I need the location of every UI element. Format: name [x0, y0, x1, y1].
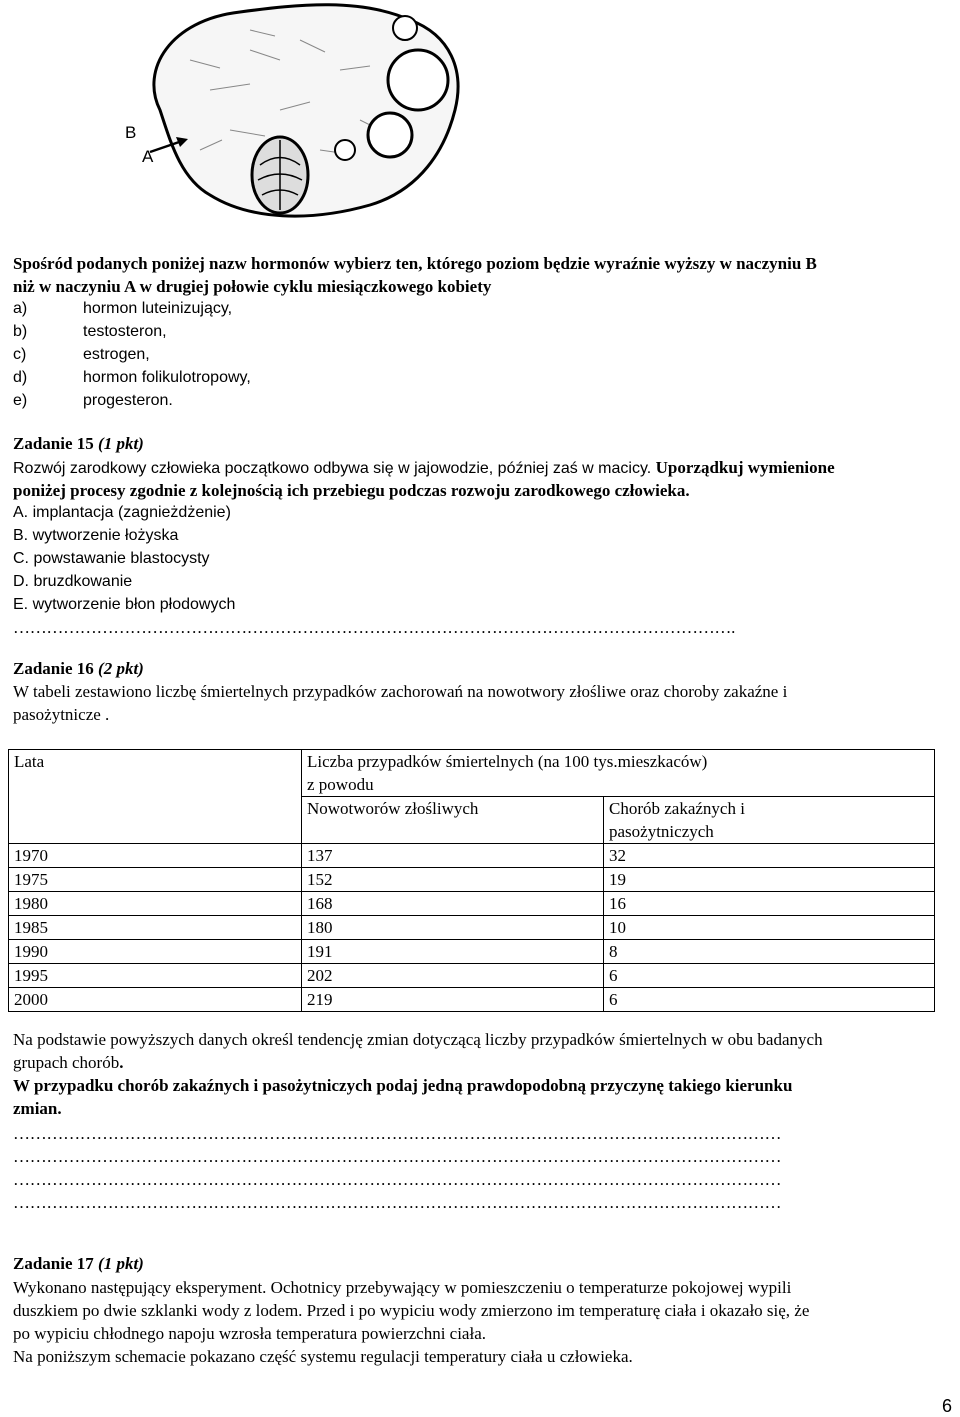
header-infectious: Chorób zakaźnych i pasożytniczych — [604, 797, 935, 844]
table-header-row — [9, 750, 935, 797]
q14-option-c: c) estrogen, — [13, 346, 150, 363]
zadanie17-line2: duszkiem po dwie szklanki wody z lodem. Przed i po wypiciu wody zmierzono im temperaturę ciała i okazało się, że — [13, 1301, 810, 1320]
table-row — [9, 940, 935, 964]
table-row — [9, 868, 935, 892]
zadanie16-intro1: W tabeli zestawiono liczbę śmiertelnych przypadków zachorowań na nowotwory złośliwe oraz choroby zakaźne i — [13, 682, 788, 701]
cell-cancer: 152 — [302, 868, 604, 892]
cell-cancer: 191 — [302, 940, 604, 964]
zadanie16-answer-line-3[interactable]: ………………………………………………………………………………………………………………………… — [13, 1170, 782, 1189]
zadanie17-line1: Wykonano następujący eksperyment. Ochotnicy przebywający w pomieszczeniu o temperaturze pokojowej wypili — [13, 1278, 792, 1297]
zadanie16-intro2: pasożytnicze . — [13, 705, 110, 724]
table-row — [9, 988, 935, 1012]
cell-infectious: 19 — [604, 868, 935, 892]
zadanie16-task1-line2: grupach chorób. — [13, 1053, 124, 1072]
zadanie16-title: Zadanie 16 (2 pkt) — [13, 659, 144, 678]
zadanie17-line4: Na poniższym schemacie pokazano część systemu regulacji temperatury ciała u człowieka. — [13, 1347, 633, 1366]
cell-year: 1990 — [9, 940, 302, 964]
label-a: A — [142, 147, 154, 166]
zadanie16-answer-line-4[interactable]: ………………………………………………………………………………………………………………………… — [13, 1193, 782, 1212]
q14-line2: niż w naczyniu A w drugiej połowie cyklu miesiączkowego kobiety — [13, 277, 492, 296]
zadanie15-item-d: D. bruzdkowanie — [13, 573, 133, 590]
cell-year: 1975 — [9, 868, 302, 892]
zadanie15-item-c: C. powstawanie blastocysty — [13, 550, 210, 567]
zadanie16-answer-line-1[interactable]: ………………………………………………………………………………………………………………………… — [13, 1124, 782, 1143]
zadanie15-item-a: A. implantacja (zagnieżdżenie) — [13, 504, 231, 521]
table-row — [9, 916, 935, 940]
zadanie17-title: Zadanie 17 (1 pkt) — [13, 1254, 144, 1273]
zadanie16-task2-line1: W przypadku chorób zakaźnych i pasożytniczych podaj jedną prawdopodobną przyczynę takiego kierunku — [13, 1076, 793, 1095]
header-cancer: Nowotworów złośliwych — [302, 797, 604, 844]
cell-infectious: 10 — [604, 916, 935, 940]
q14-line1: Spośród podanych poniżej nazw hormonów wybierz ten, którego poziom będzie wyraźnie wyższy w naczyniu B — [13, 254, 817, 273]
zadanie16-task1-line1: Na podstawie powyższych danych określ tendencję zmian dotyczącą liczby przypadków śmiertelnych w obu badanych — [13, 1030, 823, 1049]
q14-option-e: e) progesteron. — [13, 392, 173, 409]
table-row — [9, 964, 935, 988]
cell-infectious: 6 — [604, 964, 935, 988]
table-row — [9, 844, 935, 868]
q14-option-a: a) hormon luteinizujący, — [13, 300, 233, 317]
zadanie15-title: Zadanie 15 (1 pkt) — [13, 434, 144, 453]
cell-infectious: 32 — [604, 844, 935, 868]
header-group: Liczba przypadków śmiertelnych (na 100 tys.mieszkaców) z powodu — [302, 750, 935, 797]
zadanie15-item-e: E. wytworzenie błon płodowych — [13, 596, 236, 613]
follicle-large — [388, 50, 448, 110]
cell-infectious: 16 — [604, 892, 935, 916]
mortality-table — [8, 749, 935, 1012]
cell-cancer: 180 — [302, 916, 604, 940]
cell-infectious: 6 — [604, 988, 935, 1012]
zadanie16-task2-line2: zmian. — [13, 1099, 62, 1118]
page-number: 6 — [941, 1396, 952, 1416]
follicle-medium — [368, 113, 412, 157]
zadanie15-text2: poniżej procesy zgodnie z kolejnością ich przebiegu podczas rozwoju zarodkowego człowieka. — [13, 481, 690, 500]
table-row — [9, 892, 935, 916]
cell-year: 2000 — [9, 988, 302, 1012]
q14-option-b: b) testosteron, — [13, 323, 167, 340]
cell-infectious: 8 — [604, 940, 935, 964]
cell-cancer: 219 — [302, 988, 604, 1012]
ovary-figure — [100, 0, 500, 220]
cell-cancer: 202 — [302, 964, 604, 988]
follicle-tiny — [335, 140, 355, 160]
zadanie17-line3: po wypiciu chłodnego napoju wzrosła temperatura powierzchni ciała. — [13, 1324, 486, 1343]
zadanie15-answer-line[interactable]: …………………………………………………………………………………………………………………. — [13, 618, 736, 637]
zadanie15-text1: Rozwój zarodkowy człowieka początkowo odbywa się w jajowodzie, później zaś w macicy. Uporządkuj wymienione — [13, 458, 835, 477]
zadanie15-item-b: B. wytworzenie łożyska — [13, 527, 179, 544]
header-years: Lata — [9, 750, 302, 844]
cell-year: 1995 — [9, 964, 302, 988]
cell-year: 1970 — [9, 844, 302, 868]
cell-year: 1980 — [9, 892, 302, 916]
zadanie16-answer-line-2[interactable]: ………………………………………………………………………………………………………………………… — [13, 1147, 782, 1166]
cell-cancer: 168 — [302, 892, 604, 916]
cell-cancer: 137 — [302, 844, 604, 868]
corpus-luteum — [252, 137, 308, 213]
cell-year: 1985 — [9, 916, 302, 940]
label-b: B — [125, 123, 137, 142]
q14-option-d: d) hormon folikulotropowy, — [13, 369, 251, 386]
follicle-small — [393, 16, 417, 40]
